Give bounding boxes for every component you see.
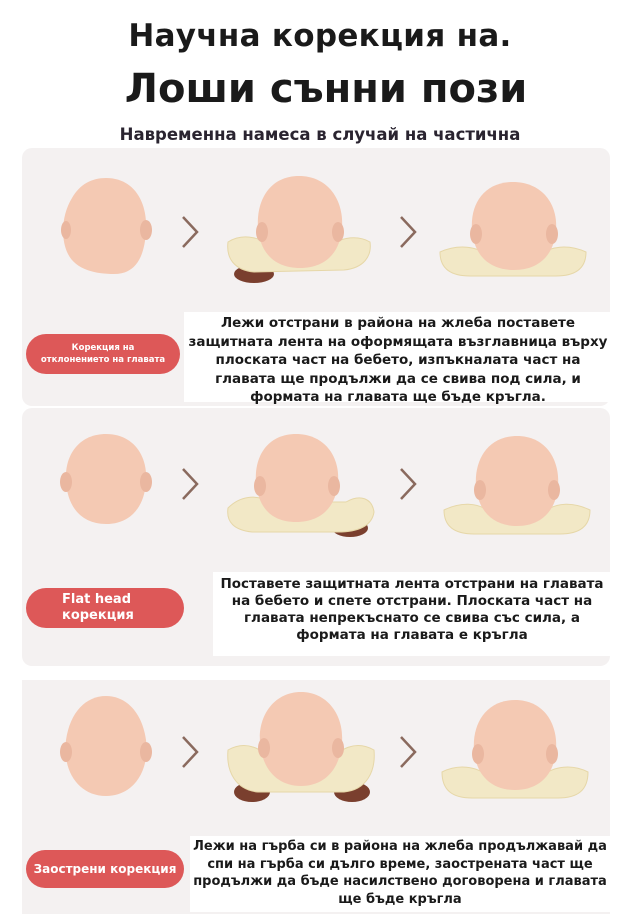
head-on-pillow-icon (442, 428, 592, 536)
section-description: Лежи на гърба си в района на жлеба продължавай да спи на гърба си дълго време, заострената част ще продължи да бъде насилствено договорена и главата ще бъде кръгла (190, 836, 610, 912)
head-on-pillow-icon (226, 428, 376, 542)
chevron-right-icon (180, 466, 200, 502)
head-icon (56, 174, 156, 278)
section-badge-pointed-head: Заострени корекция (26, 850, 184, 888)
section-badge-flat-head: Flat head корекция (26, 588, 184, 628)
section-badge-head-deviation: Корекция на отклонението на главата (26, 334, 180, 374)
chevron-right-icon (398, 734, 418, 770)
head-on-pillow-icon (438, 172, 588, 280)
chevron-right-icon (398, 466, 418, 502)
page-subtitle: Навременна намеса в случай на частична (119, 125, 521, 144)
section-description: Поставете защитната лента отстрани на главата на бебето и спете отстрани. Плоската част на главата непрекъснато се свива със сила, а формата на главата е кръгла (213, 572, 611, 656)
section-description: Лежи отстрани в района на жлеба поставете защитната лента на оформящата възглавница върху плоската част на бебето, изпъкналата част на главата ще продължи да се свива под сила, и формата на главата ще бъде кръгла. (184, 312, 612, 402)
head-icon (56, 692, 156, 800)
head-on-pillow-icon (224, 172, 374, 290)
head-on-pillow-icon (440, 694, 590, 802)
page-title-main: Лоши сънни пози (124, 66, 528, 112)
chevron-right-icon (180, 214, 200, 250)
chevron-right-icon (180, 734, 200, 770)
page-title: Научна корекция на. (128, 18, 512, 54)
chevron-right-icon (398, 214, 418, 250)
head-icon (56, 428, 156, 528)
head-on-pillow-icon (226, 690, 376, 808)
